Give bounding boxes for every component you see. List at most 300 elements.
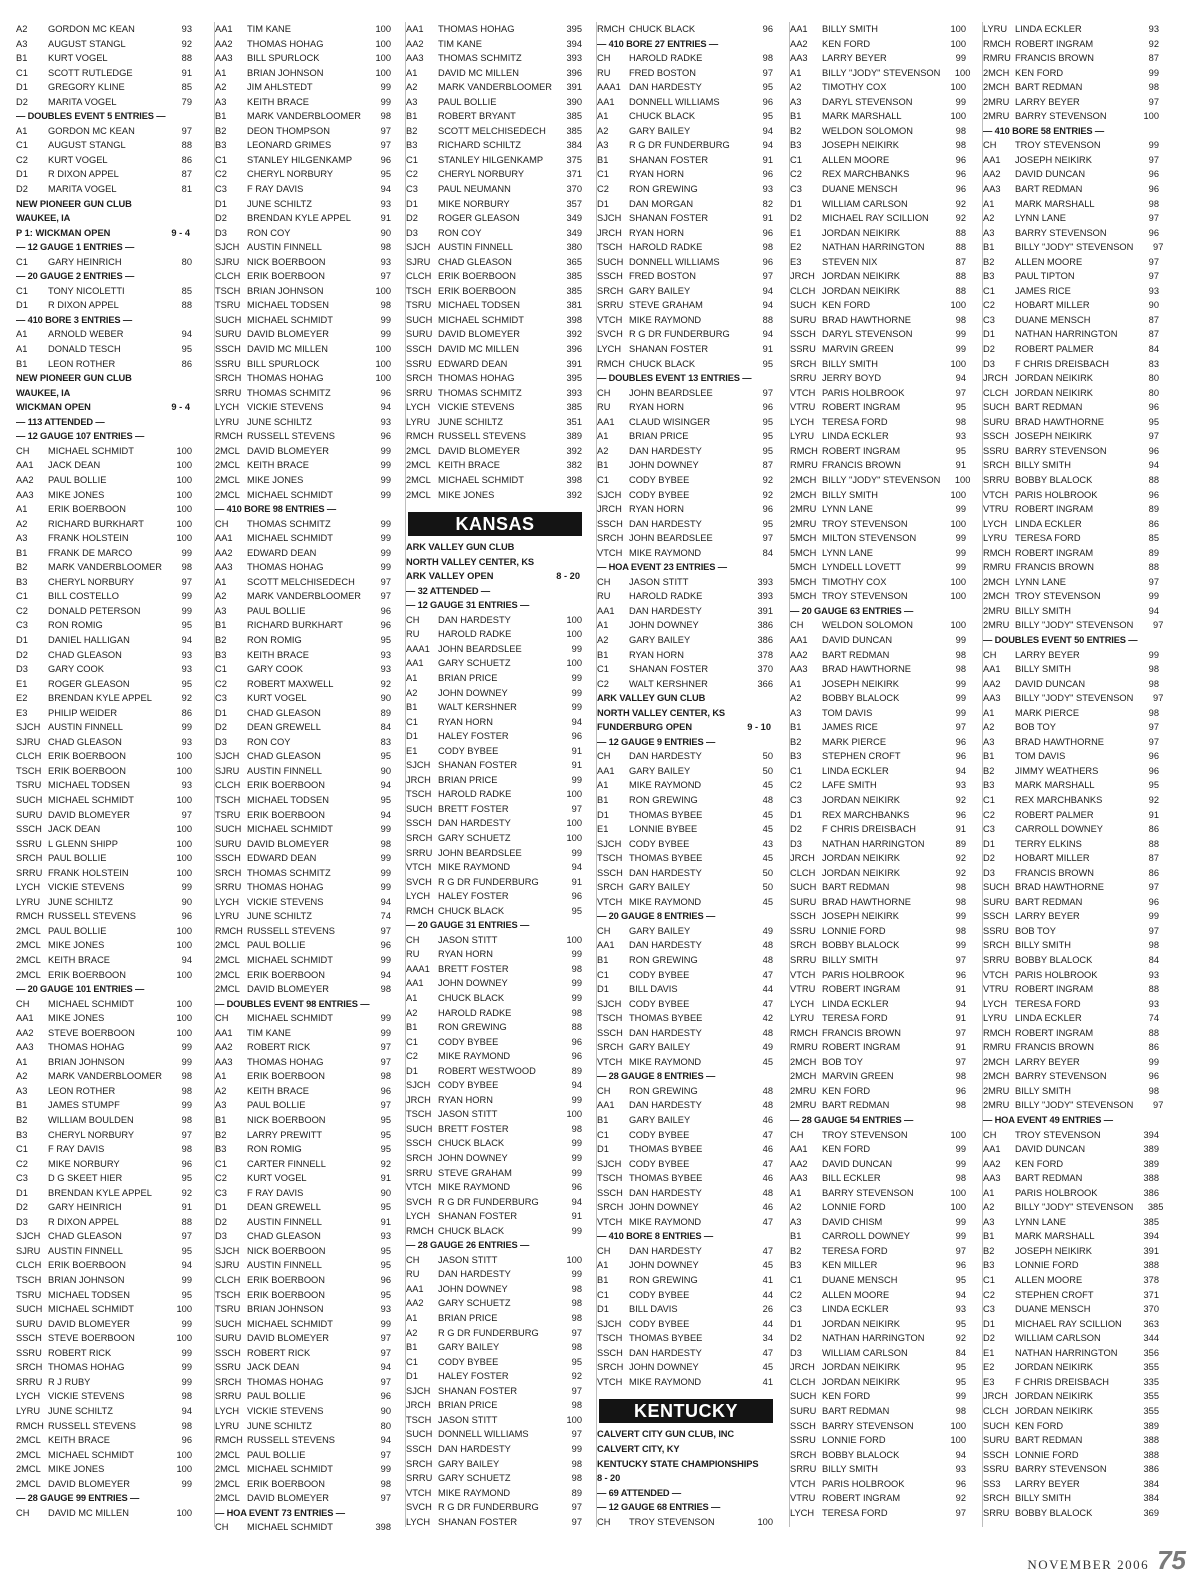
class-code: CH — [597, 1085, 611, 1096]
shooter-name: LONNIE BYBEE — [629, 824, 698, 835]
class-code: CH — [215, 518, 229, 529]
result-row — [597, 124, 775, 139]
score: 99 — [181, 547, 192, 558]
shooter-name: GARY BAILEY — [629, 125, 691, 136]
shooter-name: HAROLD RADKE — [629, 53, 703, 64]
result-row — [215, 1491, 393, 1506]
result-row — [406, 269, 584, 284]
result-row — [983, 1244, 1161, 1259]
shooter-name: F CHRIS DREISBACH — [1015, 1376, 1110, 1387]
score: 80 — [380, 1420, 391, 1431]
class-code: 2MCL — [215, 1464, 240, 1475]
class-code: C1 — [215, 1158, 227, 1169]
result-row — [983, 1331, 1161, 1346]
result-row — [790, 415, 968, 430]
score: 98 — [571, 1283, 582, 1294]
shooter-name: R G DR FUNDERBURG — [438, 1327, 539, 1338]
result-row — [597, 793, 775, 808]
class-code: A1 — [16, 504, 28, 515]
score: 100 — [176, 460, 192, 471]
score: 100 — [375, 373, 391, 384]
class-code: CH — [16, 1507, 30, 1518]
shooter-name: ROBERT INGRAM — [1015, 547, 1094, 558]
shooter-name: GORDON MC KEAN — [48, 125, 135, 136]
shooter-name: JOHN DOWNEY — [438, 1283, 508, 1294]
score: 99 — [571, 1167, 582, 1178]
result-row — [16, 618, 194, 633]
score: 91 — [955, 1042, 966, 1053]
result-row — [406, 686, 584, 701]
score: 93 — [955, 431, 966, 442]
shooter-name: TIM KANE — [247, 1027, 291, 1038]
class-code: LYCH — [983, 998, 1008, 1009]
score: 98 — [1148, 664, 1159, 675]
class-code: C1 — [16, 140, 28, 151]
score: 41 — [762, 1275, 773, 1286]
score: 94 — [762, 125, 773, 136]
shooter-name: LINDA ECKLER — [822, 1304, 889, 1315]
class-code: RMCH — [16, 1420, 44, 1431]
result-row — [16, 938, 194, 953]
score: 344 — [1143, 1333, 1159, 1344]
shooter-name: DAVID MC MILLEN — [438, 344, 519, 355]
class-code: TSCH — [597, 242, 623, 253]
score: 99 — [181, 1275, 192, 1286]
result-row — [790, 1084, 968, 1099]
score: 386 — [1143, 1187, 1159, 1198]
score: 97 — [1148, 154, 1159, 165]
shooter-name: GARY BAILEY — [629, 634, 691, 645]
score: 100 — [176, 1027, 192, 1038]
result-row — [790, 400, 968, 415]
score: 95 — [380, 1289, 391, 1300]
result-row — [790, 677, 968, 692]
result-row — [215, 153, 393, 168]
score: 99 — [181, 1056, 192, 1067]
score: 93 — [380, 256, 391, 267]
class-code: RMCH — [790, 445, 818, 456]
score: 100 — [950, 300, 966, 311]
result-row — [215, 95, 393, 110]
score: 100 — [954, 474, 971, 485]
shooter-name: JACK DEAN — [247, 1362, 300, 1373]
shooter-name: F RAY DAVIS — [247, 1187, 304, 1198]
result-row — [983, 269, 1161, 284]
shooter-name: MICHAEL SCHMIDT — [247, 1464, 333, 1475]
score: 99 — [1148, 911, 1159, 922]
shooter-name: DANIEL HALLIGAN — [48, 634, 130, 645]
result-row — [790, 982, 968, 997]
score: 94 — [955, 373, 966, 384]
result-row — [983, 1069, 1161, 1084]
shooter-name: BILLY "JODY" STEVENSON — [822, 474, 941, 485]
class-code: SJCH — [406, 760, 431, 771]
score: 94 — [181, 955, 192, 965]
shooter-name: TROY STEVENSON — [1015, 1129, 1101, 1140]
class-code: B2 — [983, 765, 995, 776]
result-row — [983, 1389, 1161, 1404]
class-code: JRCH — [790, 271, 815, 282]
score: 98 — [955, 649, 966, 660]
shooter-name: MIKE RAYMOND — [438, 862, 511, 873]
result-row — [597, 153, 775, 168]
score: 45 — [762, 896, 773, 907]
shooter-name: WILLIAM CARLSON — [822, 198, 908, 209]
shooter-name: DAVID BLOMEYER — [48, 1318, 130, 1329]
score: 45 — [762, 1260, 773, 1271]
result-row — [790, 444, 968, 459]
score: 97 — [571, 1502, 582, 1513]
class-code: D1 — [16, 634, 28, 645]
result-row — [406, 1020, 584, 1035]
club-heading: KENTUCKY STATE CHAMPIONSHIPS — [597, 1458, 759, 1469]
event-heading: — 12 GAUGE 107 ENTRIES — — [16, 431, 145, 442]
score: 96 — [380, 605, 391, 616]
result-row — [790, 473, 971, 488]
result-row — [790, 1128, 968, 1143]
class-code: D3 — [983, 358, 995, 369]
result-row — [215, 720, 393, 735]
result-row — [790, 386, 968, 401]
result-row — [790, 226, 968, 241]
score: 384 — [1143, 1493, 1159, 1504]
score: 96 — [181, 1435, 192, 1446]
result-row — [406, 831, 584, 846]
score: 45 — [762, 809, 773, 820]
result-row — [406, 875, 584, 890]
shooter-name: STEVEN NIX — [822, 256, 878, 267]
class-code: SUCH — [406, 803, 433, 814]
shooter-name: JOSEPH NEIKIRK — [822, 911, 899, 922]
score: 100 — [176, 1449, 192, 1460]
result-row — [983, 240, 1164, 255]
result-row — [983, 778, 1161, 793]
shooter-name: RON ROMIG — [247, 634, 302, 645]
class-code: SSRU — [983, 1464, 1009, 1475]
score: 86 — [1148, 518, 1159, 529]
shooter-name: BOBBY BLALOCK — [822, 693, 900, 704]
score: 100 — [176, 445, 192, 456]
class-code: A2 — [406, 1007, 418, 1018]
result-row — [406, 444, 584, 459]
class-code: SUCH — [406, 1429, 433, 1440]
class-code: D1 — [790, 1318, 802, 1329]
score: 96 — [571, 1182, 582, 1193]
result-row — [597, 837, 775, 852]
class-code: SRRU — [983, 955, 1010, 965]
score: 392 — [566, 489, 582, 500]
score: 100 — [176, 867, 192, 878]
score: 355 — [1143, 1391, 1159, 1402]
score: 46 — [762, 1115, 773, 1126]
shooter-name: KEITH BRACE — [48, 1435, 110, 1446]
score: 100 — [566, 629, 582, 640]
shooter-name: RYAN HORN — [629, 169, 684, 180]
class-code: A1 — [983, 198, 995, 209]
shooter-name: BOB TOY — [1015, 925, 1056, 936]
shooter-name: RON GREWING — [629, 1275, 698, 1286]
class-code: AA1 — [597, 416, 615, 427]
shooter-name: KEN FORD — [822, 1391, 871, 1402]
score: 95 — [380, 794, 391, 805]
score: 88 — [1148, 562, 1159, 573]
shooter-name: BOBBY BLALOCK — [822, 940, 900, 951]
score: 96 — [762, 24, 773, 34]
score: 91 — [1148, 809, 1159, 820]
result-row — [406, 1471, 584, 1486]
score: 100 — [950, 1187, 966, 1198]
shooter-name: VICKIE STEVENS — [48, 1391, 125, 1402]
score: 95 — [762, 445, 773, 456]
score: 97 — [380, 1376, 391, 1387]
result-row — [790, 531, 968, 546]
shooter-name: GARY BAILEY — [629, 882, 691, 893]
shooter-name: RON GREWING — [629, 794, 698, 805]
score: 100 — [566, 1109, 582, 1120]
shooter-name: R G DR FUNDERBURG — [438, 876, 539, 887]
shooter-name: DAVID BLOMEYER — [247, 1333, 329, 1344]
result-row — [983, 1375, 1161, 1390]
shooter-name: TIM KANE — [438, 38, 482, 49]
class-code: AA1 — [597, 765, 615, 776]
result-row — [406, 1515, 584, 1530]
result-row — [215, 138, 393, 153]
result-row — [406, 1035, 584, 1050]
result-row — [983, 1229, 1161, 1244]
result-row — [983, 458, 1161, 473]
class-code: SRCH — [406, 1153, 433, 1164]
shooter-name: MIKE JONES — [48, 489, 105, 500]
score: 96 — [762, 256, 773, 267]
class-code: TSCH — [597, 1013, 623, 1024]
class-code: LYCH — [983, 518, 1008, 529]
club-heading: NORTH VALLEY CENTER, KS — [406, 556, 535, 567]
result-row — [790, 211, 968, 226]
class-code: SRCH — [597, 1042, 624, 1053]
class-code: D2 — [790, 213, 802, 224]
result-row — [215, 880, 393, 895]
result-row — [16, 808, 194, 823]
result-row — [16, 1389, 194, 1404]
score: 91 — [571, 876, 582, 887]
score: 99 — [955, 547, 966, 558]
shooter-name: GARY BAILEY — [629, 1042, 691, 1053]
class-code: SUCH — [790, 882, 817, 893]
class-code: C3 — [16, 620, 28, 631]
shooter-name: JOSEPH NEIKIRK — [822, 140, 899, 151]
result-row — [983, 95, 1161, 110]
class-code: TSCH — [597, 1333, 623, 1344]
shooter-name: GARY SCHUETZ — [438, 658, 511, 669]
shooter-name: BART REDMAN — [822, 649, 890, 660]
score: 91 — [955, 460, 966, 471]
result-row — [215, 953, 393, 968]
score: 100 — [176, 533, 192, 544]
result-row — [215, 1360, 393, 1375]
score: 98 — [955, 1071, 966, 1082]
score: 100 — [954, 67, 971, 78]
shooter-name: NATHAN HARRINGTON — [1015, 329, 1118, 340]
score: 97 — [571, 1327, 582, 1338]
shooter-name: BILLY SMITH — [822, 24, 878, 34]
class-code: A1 — [406, 67, 418, 78]
score: 98 — [955, 925, 966, 936]
class-code: D3 — [406, 227, 418, 238]
class-code: RU — [597, 591, 611, 602]
score: 45 — [762, 1362, 773, 1373]
class-code: C2 — [597, 184, 609, 195]
class-code: C1 — [597, 1129, 609, 1140]
score: 100 — [566, 934, 582, 945]
class-code: SVCH — [406, 1502, 432, 1513]
class-code: RU — [406, 629, 420, 640]
class-code: CH — [597, 53, 611, 64]
shooter-name: BRIAN JOHNSON — [48, 1056, 125, 1067]
shooter-name: JASON STITT — [438, 1109, 498, 1120]
score: 100 — [176, 518, 192, 529]
shooter-name: DAVID DUNCAN — [822, 634, 893, 645]
result-row — [16, 1040, 194, 1055]
score: 99 — [181, 591, 192, 602]
result-row — [406, 1500, 584, 1515]
result-row — [983, 808, 1161, 823]
result-row — [215, 968, 393, 983]
shooter-name: DEAN GREWELL — [247, 1202, 321, 1213]
score: 385 — [1147, 1202, 1164, 1213]
class-code: C3 — [215, 1187, 227, 1198]
result-row — [983, 1026, 1161, 1041]
class-code: A2 — [215, 82, 227, 93]
result-row — [983, 822, 1161, 837]
class-code: 2MCL — [215, 445, 240, 456]
class-code: D2 — [983, 344, 995, 355]
shooter-name: CARROLL DOWNEY — [822, 1231, 910, 1242]
shoot-heading — [16, 226, 194, 241]
class-code: C1 — [790, 154, 802, 165]
result-row — [597, 589, 775, 604]
shoot-name: WICKMAN OPEN — [16, 402, 91, 413]
result-row — [597, 880, 775, 895]
class-code: AAA1 — [406, 643, 430, 654]
result-row — [597, 633, 775, 648]
score: 98 — [955, 896, 966, 907]
score: 91 — [955, 824, 966, 835]
score: 98 — [380, 300, 391, 311]
score: 99 — [181, 1478, 192, 1489]
class-code: D1 — [406, 731, 418, 742]
shooter-name: BILLY "JODY" STEVENSON — [822, 67, 941, 78]
result-row — [406, 182, 584, 197]
score: 98 — [181, 1085, 192, 1096]
class-code: B1 — [790, 1231, 802, 1242]
shooter-name: GARY BAILEY — [629, 285, 691, 296]
result-row — [983, 1462, 1161, 1477]
shooter-name: REX MARCHBANKS — [1015, 794, 1103, 805]
shooter-name: BOBBY BLALOCK — [1015, 1507, 1093, 1518]
score: 94 — [181, 329, 192, 340]
class-code: SRCH — [983, 1493, 1010, 1504]
score: 100 — [176, 1333, 192, 1344]
shooter-name: R DIXON APPEL — [48, 300, 119, 311]
shooter-name: JAMES RICE — [1015, 285, 1071, 296]
class-code: AA1 — [406, 24, 424, 34]
class-code: SURU — [983, 416, 1010, 427]
shooter-name: GARY COOK — [247, 664, 303, 675]
score: 98 — [380, 111, 391, 122]
class-code: SJCH — [215, 751, 240, 762]
shooter-name: TROY STEVENSON — [629, 1516, 715, 1527]
result-row — [983, 1433, 1161, 1448]
class-code: SSCH — [790, 911, 816, 922]
score: 99 — [571, 847, 582, 858]
score: 98 — [181, 1144, 192, 1155]
class-code: LYRU — [983, 533, 1008, 544]
class-code: JRCH — [406, 774, 431, 785]
class-code: SSCH — [597, 1187, 623, 1198]
shooter-name: BART REDMAN — [822, 882, 890, 893]
result-row — [790, 1462, 968, 1477]
shooter-name: BILL ECKLER — [822, 1173, 881, 1184]
score: 48 — [762, 955, 773, 965]
class-code: A1 — [597, 620, 609, 631]
score: 91 — [181, 67, 192, 78]
class-code: C3 — [215, 693, 227, 704]
shooter-name: FRANK DE MARCO — [48, 547, 133, 558]
result-row — [215, 284, 393, 299]
class-code: AA2 — [790, 1158, 808, 1169]
event-heading: — 20 GAUGE 101 ENTRIES — — [16, 984, 145, 995]
result-row — [215, 691, 393, 706]
result-row — [790, 648, 968, 663]
result-row — [597, 1302, 775, 1317]
result-row — [597, 1040, 775, 1055]
result-row — [790, 1302, 968, 1317]
score: 398 — [566, 474, 582, 485]
result-row — [597, 1317, 775, 1332]
class-code: 2MCL — [215, 1478, 240, 1489]
shooter-name: LEON ROTHER — [48, 1085, 116, 1096]
result-row — [983, 415, 1161, 430]
result-row — [597, 444, 775, 459]
shooter-name: DUANE MENSCH — [822, 184, 898, 195]
club-heading: CALVERT CITY GUN CLUB, INC — [597, 1429, 735, 1440]
shooter-name: CHAD GLEASON — [247, 1231, 321, 1242]
shooter-name: MIKE JONES — [247, 474, 304, 485]
shooter-name: JORDAN NEIKIRK — [822, 794, 901, 805]
score: 48 — [762, 794, 773, 805]
shooter-name: ROGER GLEASON — [48, 678, 130, 689]
shooter-name: LONNIE FORD — [1015, 1449, 1079, 1460]
class-code: B1 — [597, 955, 609, 965]
score: 95 — [1148, 416, 1159, 427]
result-row — [406, 1442, 584, 1457]
shooter-name: TERESA FORD — [822, 1245, 888, 1256]
class-code: SRRU — [983, 1507, 1010, 1518]
score: 97 — [1153, 242, 1164, 253]
shooter-name: JUNE SCHILTZ — [48, 1405, 113, 1416]
shooter-name: PAUL TIPTON — [1015, 271, 1075, 282]
shooter-name: ERIK BOERBOON — [48, 504, 127, 515]
result-row — [16, 51, 194, 66]
shooter-name: BILLY SMITH — [822, 358, 878, 369]
shooter-name: REX MARCHBANKS — [822, 169, 910, 180]
class-code: D2 — [790, 824, 802, 835]
shooter-name: ROBERT PALMER — [1015, 344, 1094, 355]
result-row — [597, 662, 775, 677]
class-code: SRCH — [406, 832, 433, 843]
result-row — [406, 371, 584, 386]
shooter-name: DARYL STEVENSON — [822, 96, 913, 107]
